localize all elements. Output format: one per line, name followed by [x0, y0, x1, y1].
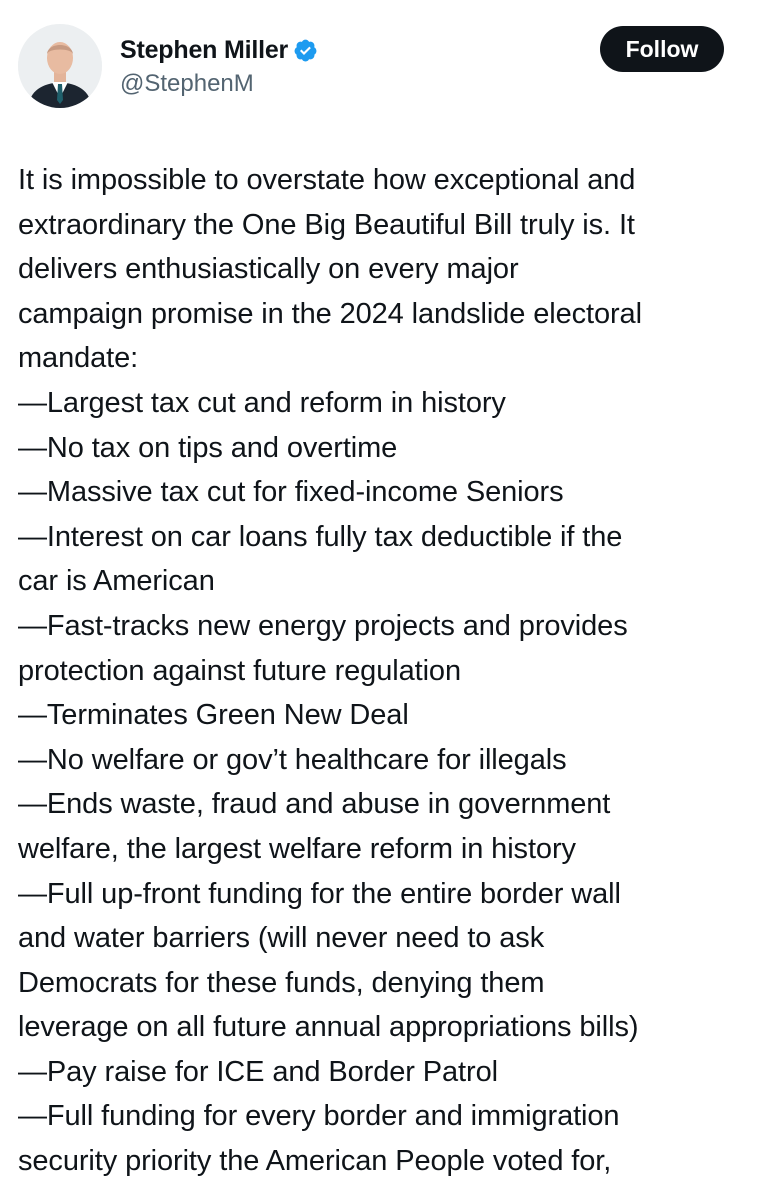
tweet-text-line: —Full funding for every border and immigration: [18, 1100, 620, 1133]
tweet-text-line: campaign promise in the 2024 landslide electoral: [18, 297, 642, 330]
tweet-text-line: delivers enthusiastically on every major: [18, 253, 519, 286]
tweet-text-line: —Interest on car loans fully tax deductible if the: [18, 520, 623, 553]
profile-photo-icon: [18, 24, 102, 108]
verified-badge-icon[interactable]: [293, 38, 318, 63]
tweet-text-line: —Full up-front funding for the entire border wall: [18, 877, 621, 910]
name-row: [120, 34, 318, 66]
tweet-text-line: —Massive tax cut for fixed-income Seniors: [18, 476, 564, 509]
tweet-text-line: and water barriers (will never need to ask: [18, 922, 545, 955]
tweet-text-line: It is impossible to overstate how exceptional and: [18, 164, 636, 196]
tweet-text-line: welfare, the largest welfare reform in history: [18, 832, 576, 865]
tweet-text-line: leverage on all future annual appropriations bills): [18, 1011, 639, 1044]
tweet-header: [18, 22, 730, 112]
tweet-text-line: protection against future regulation: [18, 654, 461, 687]
avatar[interactable]: [18, 24, 102, 108]
tweet-text-line: —Fast-tracks new energy projects and provides: [18, 609, 628, 642]
tweet-text-line: mandate:: [18, 342, 139, 375]
tweet-text-line: Democrats for these funds, denying them: [18, 966, 545, 999]
tweet-text-line: extraordinary the One Big Beautiful Bill truly is. It: [18, 208, 635, 241]
tweet-text: [18, 158, 754, 1184]
tweet-text-line: car is American: [18, 565, 215, 598]
author-info: [120, 34, 318, 98]
follow-button[interactable]: Follow: [600, 26, 724, 72]
tweet-text-line: —Largest tax cut and reform in history: [18, 386, 506, 419]
tweet-text-line: —Ends waste, fraud and abuse in government: [18, 788, 611, 821]
author-handle[interactable]: @StephenM: [120, 70, 254, 97]
tweet-text-line: —No tax on tips and overtime: [18, 431, 398, 464]
tweet-text-line: —No welfare or gov’t healthcare for illegals: [18, 743, 567, 776]
author-display-name[interactable]: Stephen Miller: [120, 35, 289, 64]
tweet-text-line: —Pay raise for ICE and Border Patrol: [18, 1055, 498, 1088]
tweet-text-line: security priority the American People voted for,: [18, 1145, 612, 1178]
tweet-text-line: —Terminates Green New Deal: [18, 699, 409, 732]
